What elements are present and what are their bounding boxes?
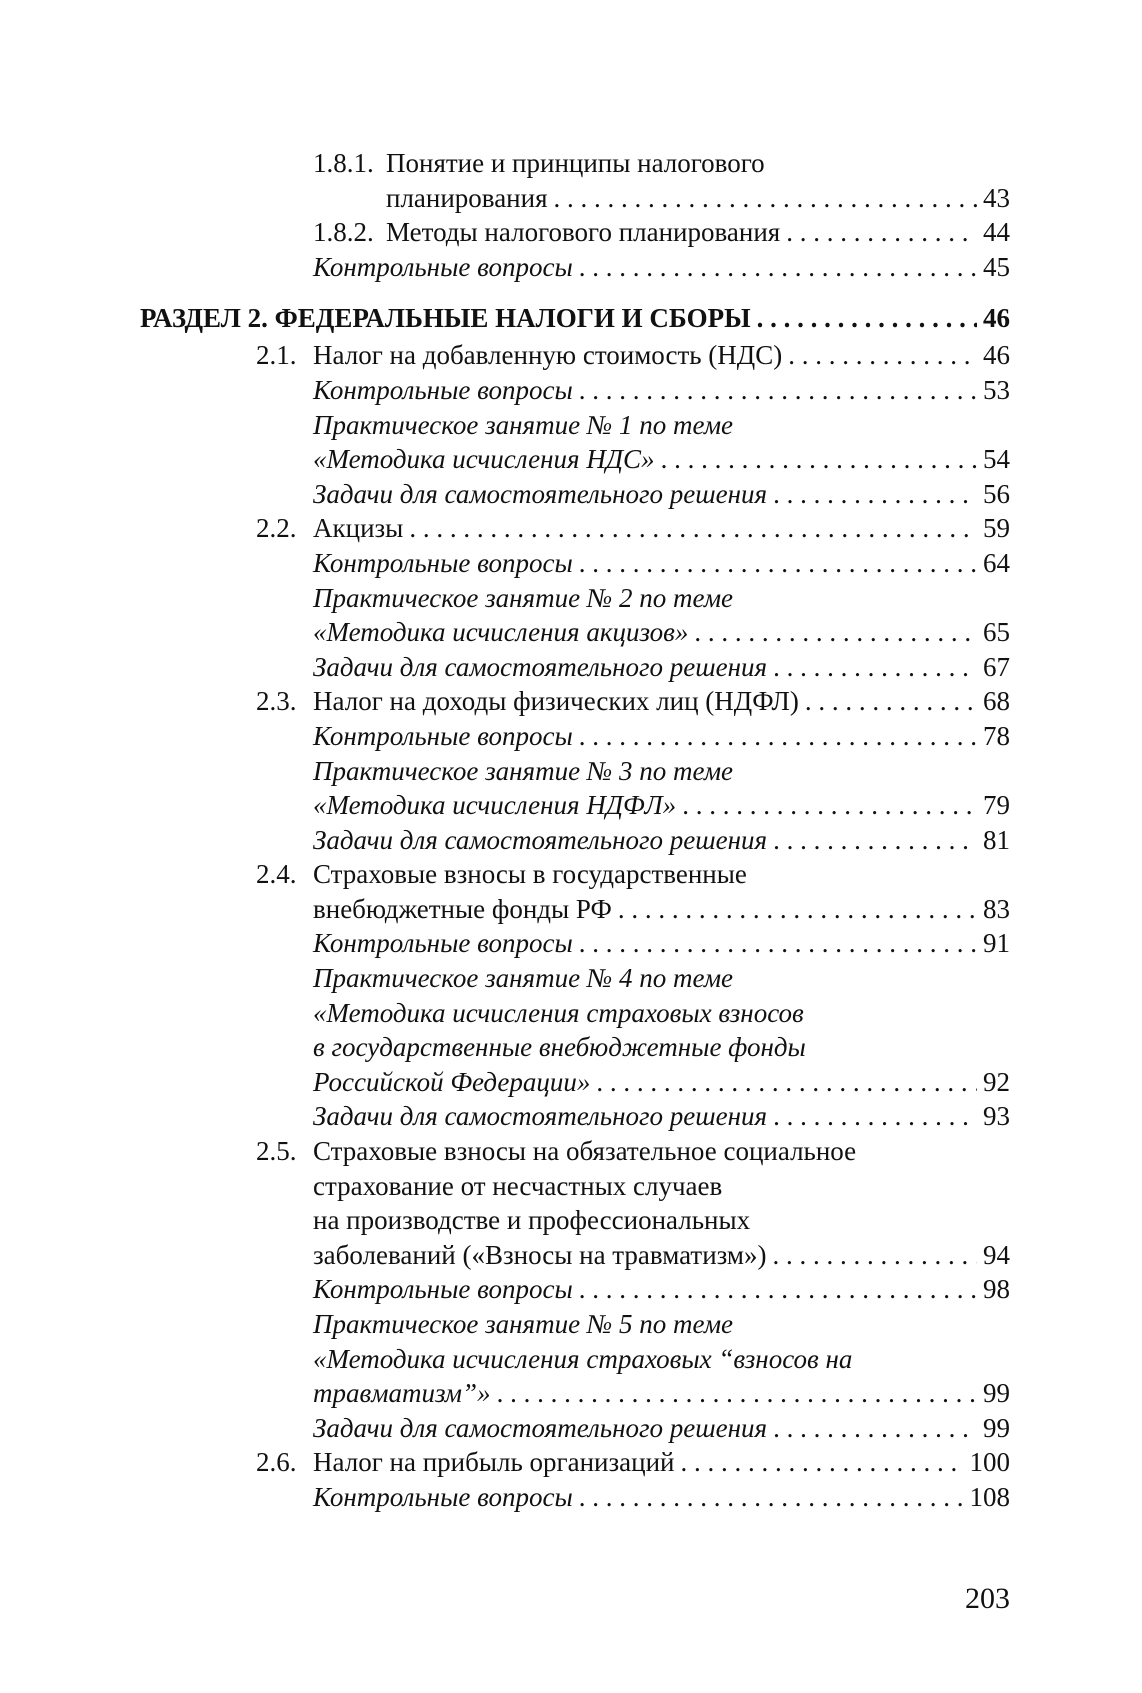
toc-entry [0,181,1142,216]
dot-leader [409,511,977,546]
toc-entry-title: Задачи для самостоятельного решения [313,824,768,855]
dot-leader [682,788,977,823]
dot-leader [757,298,977,338]
toc-entry-page: 46 [983,303,1010,334]
toc-entry-title: «Методика исчисления акцизов» [313,617,689,648]
toc-entry-title: Задачи для самостоятельного решения [313,651,768,682]
toc-entry [0,719,1142,754]
toc-entry-title: Задачи для самостоятельного решения [313,1412,768,1443]
toc-entry [0,1169,1142,1204]
toc-entry-title: Задачи для самостоятельного решения [313,1101,768,1132]
toc-entry-title: Методы налогового планирования [386,217,781,248]
toc-entry-page: 56 [983,478,1010,509]
toc-entry-page: 78 [983,720,1010,751]
toc-entry [0,615,1142,650]
toc-entry [0,1203,1142,1238]
toc-entry-page: 53 [983,374,1010,405]
toc-entry [0,546,1142,581]
toc-entry [0,857,1142,892]
toc-entry [0,1238,1142,1273]
toc-entry [0,477,1142,512]
toc-entry [0,338,1142,373]
toc-entry-page: 44 [983,217,1010,248]
toc-entry-page: 92 [983,1066,1010,1097]
toc-entry [0,1134,1142,1169]
toc-entry-title: страхование от несчастных случаев [313,1170,723,1201]
toc-entry-page: 68 [983,686,1010,717]
dot-leader [805,684,977,719]
toc-entry [0,892,1142,927]
toc-entry-title: планирования [386,182,548,213]
toc-entry-title: Задачи для самостоятельного решения [313,478,768,509]
toc-entry-title: Понятие и принципы налогового [386,148,765,178]
toc-entry-title: в государственные внебюджетные фонды [313,1032,806,1063]
toc-entry-page: 94 [983,1239,1010,1270]
toc-entry [0,1342,1142,1377]
toc-entry [0,961,1142,996]
toc-section-heading [0,298,1142,338]
toc-entry [0,581,1142,616]
toc-entry [0,1272,1142,1307]
toc-entry [0,442,1142,477]
toc-entry [0,788,1142,823]
toc-entry-title: РАЗДЕЛ 2. ФЕДЕРАЛЬНЫЕ НАЛОГИ И СБОРЫ [140,303,751,334]
toc-entry-title: Страховые взносы на обязательное социальное [313,1136,857,1167]
toc-entry [0,650,1142,685]
toc-entry [0,146,1142,181]
dot-leader [618,892,977,927]
toc-entry-page: 54 [983,444,1010,475]
dot-leader [773,823,977,858]
toc-entry-title: Страховые взносы в государственные [313,859,747,890]
toc-entry-title: Контрольные вопросы [313,547,573,578]
dot-leader [579,373,977,408]
toc-entry [0,1480,1142,1515]
dot-leader [773,1411,977,1446]
dot-leader [661,442,977,477]
toc-entry-title: Налог на доходы физических лиц (НДФЛ) [313,686,799,717]
toc-entry-page: 59 [983,513,1010,544]
toc-entry-title: Российской Федерации» [313,1066,591,1097]
toc-entry [0,926,1142,961]
toc-entry-page: 67 [983,651,1010,682]
dot-leader [596,1065,977,1100]
toc-entry-page: 83 [983,893,1010,924]
dot-leader [680,1445,963,1480]
dot-leader [773,1238,977,1273]
toc-entry-page: 91 [983,928,1010,959]
toc-entry-title: Налог на прибыль организаций [313,1447,675,1478]
dot-leader [579,926,977,961]
toc-entry-number: 1.8.1. [313,148,374,178]
toc-entry-number: 2.6. [256,1447,297,1478]
toc-entry [0,1065,1142,1100]
toc-entry-title: Практическое занятие № 1 по теме [313,409,734,440]
toc-entry [0,754,1142,789]
dot-leader [773,477,977,512]
toc-entry [0,1376,1142,1411]
toc-entry-page: 45 [983,251,1010,282]
toc-entry-title: Контрольные вопросы [313,720,573,751]
toc-entry [0,215,1142,250]
dot-leader [773,1099,977,1134]
dot-leader [497,1376,977,1411]
toc-entry [0,1030,1142,1065]
toc-entry-title: внебюджетные фонды РФ [313,893,612,924]
toc-entry-title: «Методика исчисления страховых “взносов на [313,1343,853,1374]
toc-entry-number: 2.1. [256,340,297,371]
toc-entry-title: Контрольные вопросы [313,374,573,405]
dot-leader [788,338,977,373]
toc-entry [0,1099,1142,1134]
toc-entry [0,408,1142,443]
toc-entry-page: 99 [983,1378,1010,1409]
toc-entry-page: 99 [983,1412,1010,1443]
toc-entry-title: Контрольные вопросы [313,1481,573,1512]
toc-entry-title: «Методика исчисления страховых взносов [313,997,804,1028]
toc-entry [0,1411,1142,1446]
toc-entry-page: 93 [983,1101,1010,1132]
dot-leader [579,546,977,581]
dot-leader [694,615,977,650]
dot-leader [786,215,977,250]
toc-entry-title: заболеваний («Взносы на травматизм») [313,1239,767,1270]
toc-entry-title: «Методика исчисления НДС» [313,444,655,475]
toc-entry-title: на производстве и профессиональных [313,1205,751,1236]
toc-entry [0,250,1142,285]
toc-entry-title: Контрольные вопросы [313,928,573,959]
toc-entry [0,823,1142,858]
toc-entry-page: 81 [983,824,1010,855]
toc-entry-page: 43 [983,182,1010,213]
toc-entry-number: 2.4. [256,859,297,890]
toc-entry-page: 100 [969,1447,1010,1478]
dot-leader [773,650,977,685]
toc-entry-title: Акцизы [313,513,404,544]
table-of-contents [0,146,1142,1515]
toc-entry-number: 2.3. [256,686,297,717]
toc-entry-page: 64 [983,547,1010,578]
toc-entry-title: «Методика исчисления НДФЛ» [313,790,677,821]
page-number: 203 [965,1582,1010,1615]
toc-entry-title: Практическое занятие № 4 по теме [313,963,734,994]
toc-entry-page: 65 [983,617,1010,648]
toc-entry-title: Налог на добавленную стоимость (НДС) [313,340,783,371]
toc-entry [0,1445,1142,1480]
toc-entry-page: 108 [969,1481,1010,1512]
toc-entry [0,373,1142,408]
dot-leader [554,181,978,216]
toc-entry-page: 46 [983,340,1010,371]
toc-entry-number: 1.8.2. [313,217,374,248]
toc-entry-title: Практическое занятие № 5 по теме [313,1309,734,1339]
toc-entry [0,511,1142,546]
dot-leader [579,1480,964,1515]
toc-entry-number: 2.5. [256,1136,297,1167]
dot-leader [579,719,977,754]
toc-entry [0,996,1142,1031]
toc-entry-title: Практическое занятие № 3 по теме [313,755,734,786]
toc-entry [0,1307,1142,1342]
dot-leader [579,250,977,285]
toc-entry [0,684,1142,719]
toc-entry-title: Практическое занятие № 2 по теме [313,582,734,613]
toc-entry-title: Контрольные вопросы [313,251,573,282]
toc-entry-title: Контрольные вопросы [313,1274,573,1305]
toc-entry-page: 98 [983,1274,1010,1305]
dot-leader [579,1272,977,1307]
toc-entry-title: травматизм”» [313,1378,491,1409]
toc-entry-number: 2.2. [256,513,297,544]
toc-entry-page: 79 [983,790,1010,821]
